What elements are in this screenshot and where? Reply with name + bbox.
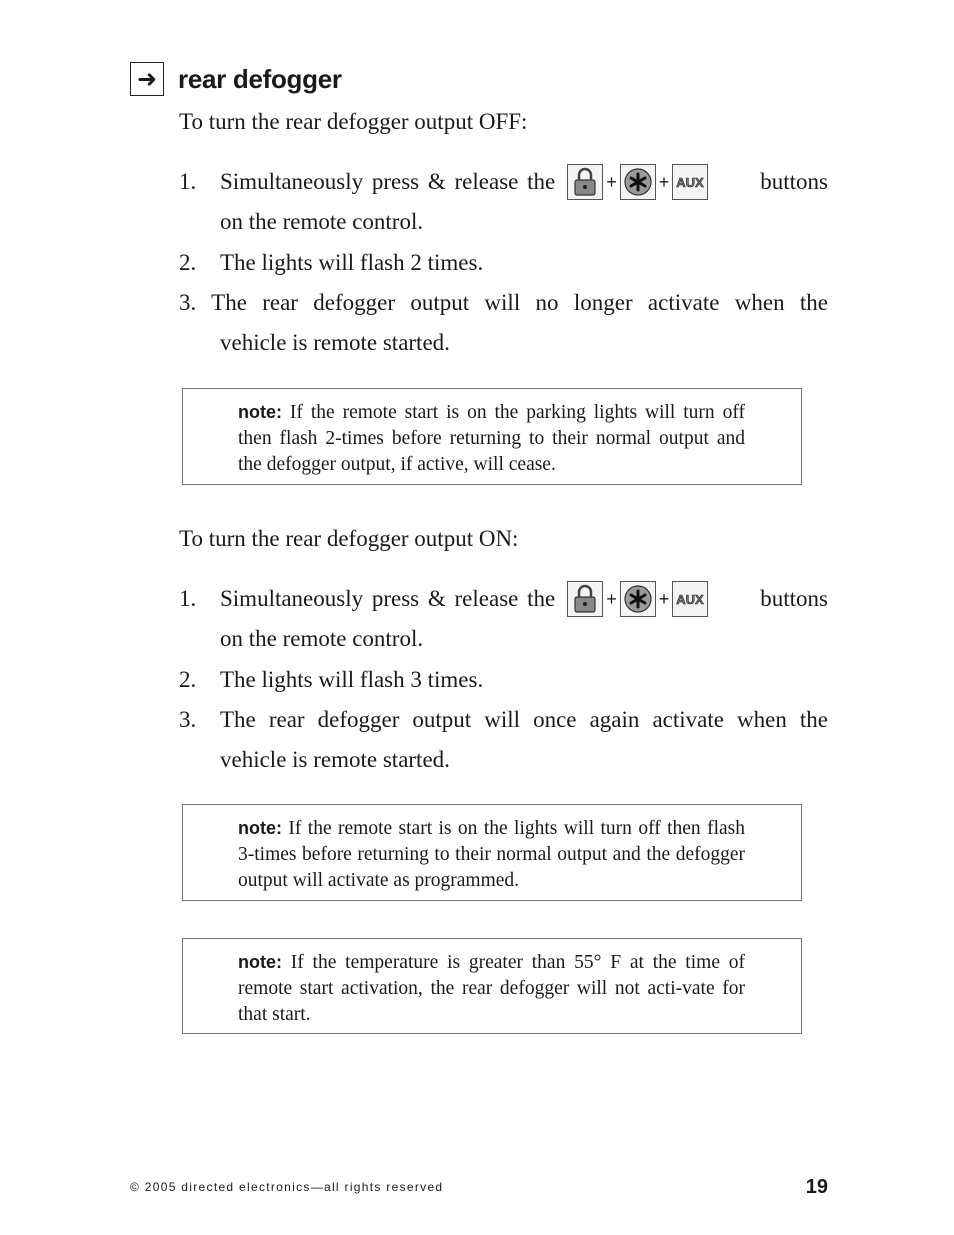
note-text: If the temperature is greater than 55° F at the time of remote start activation, the rear defogger will not acti-vate for that start. <box>238 952 745 1025</box>
arrow-icon: ➜ <box>130 62 164 96</box>
on-step-1 <box>179 579 828 659</box>
step-text: Simultaneously press & release the <box>220 169 556 194</box>
note-box <box>182 388 802 485</box>
button-combo <box>567 162 708 202</box>
off-step-3 <box>179 283 828 363</box>
step-text: on the remote control. <box>220 209 424 234</box>
note-label: note: <box>238 402 282 422</box>
plus-sign: + <box>606 589 617 609</box>
step-text: The lights will flash 3 times. <box>220 667 484 692</box>
copyright-text: © 2005 directed electronics—all rights reserved <box>130 1180 444 1194</box>
star-icon <box>620 581 656 617</box>
svg-text:AUX: AUX <box>676 175 704 190</box>
step-number: 2. <box>179 250 197 275</box>
aux-icon <box>672 581 708 617</box>
step-text: vehicle is remote started. <box>220 330 450 355</box>
step-text: buttons <box>760 586 828 611</box>
on-step-3 <box>179 700 828 780</box>
step-text: The rear defogger output will once again activate when the vehicle is remote started. <box>220 707 828 772</box>
step-text: Simultaneously press & release the <box>220 586 556 611</box>
plus-sign: + <box>658 589 670 609</box>
step-text: buttons <box>760 169 828 194</box>
step-text: The lights will flash 2 times. <box>220 250 484 275</box>
section-heading <box>130 62 342 96</box>
step-number: 1. <box>179 586 197 611</box>
section-title: rear defogger <box>178 63 342 94</box>
on-intro: To turn the rear defogger output ON: <box>179 526 519 551</box>
note-text: If the remote start is on the lights will turn off then flash 3-times before returning to their normal output and the defogger output will activate as programmed. <box>238 818 745 891</box>
star-icon <box>620 164 656 200</box>
note-label: note: <box>238 952 282 972</box>
temperature-note-box <box>182 938 802 1034</box>
page-number: 19 <box>805 1176 828 1198</box>
off-step-2 <box>179 243 828 283</box>
step-text: 3. The rear defogger output will no longer activate when the <box>179 290 828 315</box>
off-step-1 <box>179 162 828 242</box>
svg-text:AUX: AUX <box>676 592 704 607</box>
step-text: on the remote control. <box>220 626 424 651</box>
note-text: If the remote start is on the parking lights will turn off then flash 2-times before returning to their normal output and the defogger output, if active, will cease. <box>238 402 745 475</box>
lock-icon <box>567 164 603 200</box>
step-number: 3. <box>179 707 197 732</box>
lock-icon <box>567 581 603 617</box>
off-intro: To turn the rear defogger output OFF: <box>179 109 528 134</box>
note-box <box>182 804 802 901</box>
aux-icon <box>672 164 708 200</box>
on-step-2 <box>179 660 828 700</box>
note-label: note: <box>238 818 282 838</box>
step-number: 1. <box>179 169 197 194</box>
plus-sign: + <box>606 172 617 192</box>
button-combo <box>567 579 708 619</box>
plus-sign: + <box>658 172 670 192</box>
step-number: 2. <box>179 667 197 692</box>
